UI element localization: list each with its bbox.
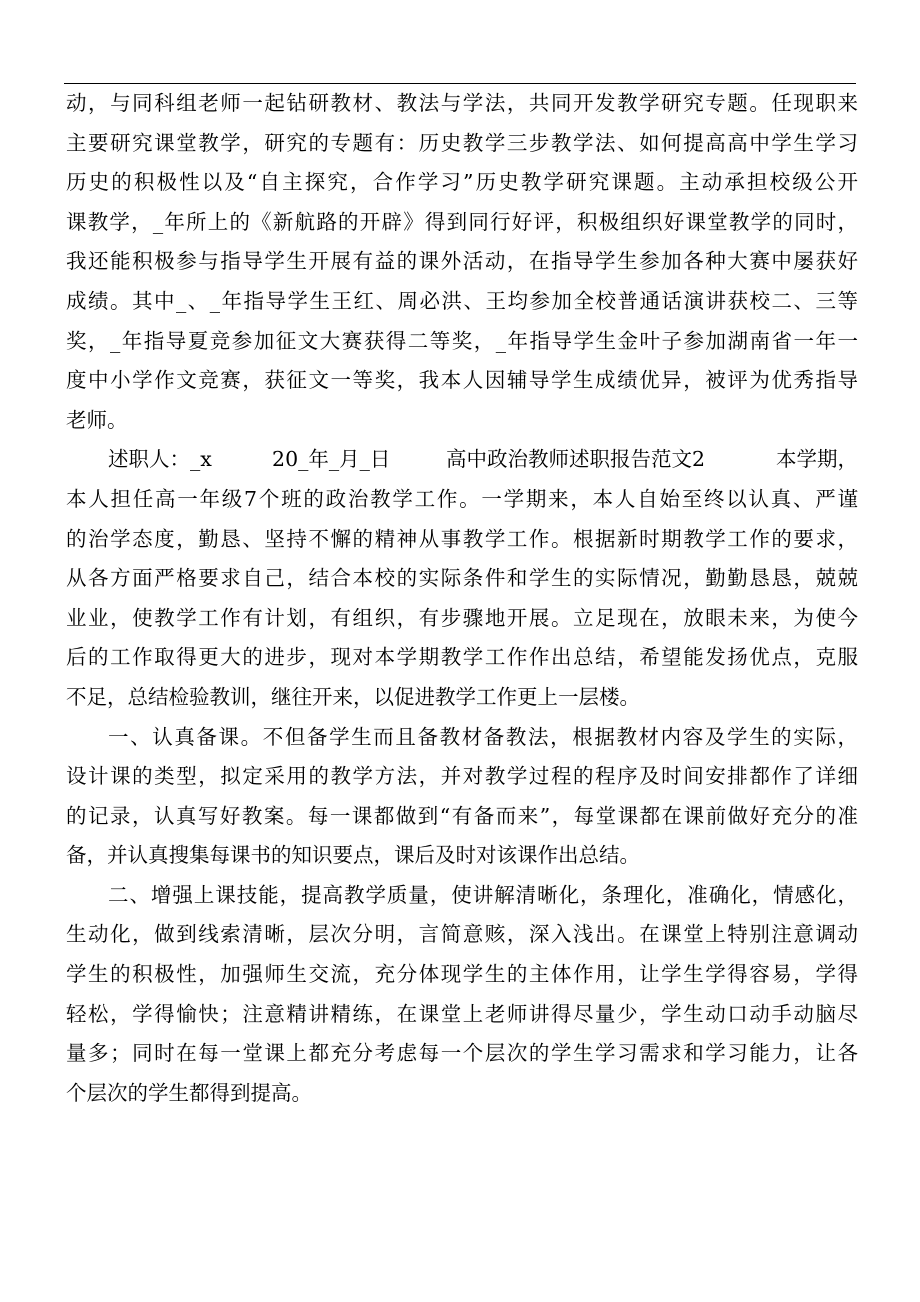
text-line: 的记录，认真写好教案。每一课都做到“有备而来”，每堂课都在课前做好充分的准 — [66, 803, 858, 828]
text-line: 从各方面严格要求自己，结合本校的实际条件和学生的实际情况，勤勤恳恳，兢兢 — [66, 566, 858, 591]
text-line: 量多；同时在每一堂课上都充分考虑每一个层次的学生学习需求和学习能力，让各 — [66, 1041, 858, 1066]
text-line: 业业，使教学工作有计划，有组织，有步骤地开展。立足现在，放眼未来，为使今 — [66, 605, 858, 630]
text-line: 度中小学作文竞赛，获征文一等奖，我本人因辅导学生成绩优异，被评为优秀指导 — [66, 368, 858, 393]
text-line: 老师。 — [66, 407, 128, 432]
text-line: 设计课的类型，拟定采用的教学方法，并对教学过程的程序及时间安排都作了详细 — [66, 764, 858, 789]
text-line: 课教学，_年所上的《新航路的开辟》得到同行好评，积极组织好课堂教学的同时， — [66, 209, 858, 234]
paragraph-history-teaching — [66, 84, 858, 440]
text-line: 本人担任高一年级7个班的政治教学工作。一学期来，本人自始至终以认真、严谨 — [66, 486, 858, 511]
reporter-name: 述职人：_x — [108, 447, 212, 472]
text-line: 动，与同科组老师一起钻研教材、教法与学法，共同开发教学研究专题。任现职来 — [66, 91, 858, 115]
text-line: 我还能积极参与指导学生开展有益的课外活动，在指导学生参加各种大赛中屡获好 — [66, 249, 858, 274]
text-line: 后的工作取得更大的进步，现对本学期教学工作作出总结，希望能发扬优点，克服 — [66, 645, 858, 670]
signature-line — [66, 440, 858, 480]
paragraph-lesson-preparation — [66, 718, 858, 876]
text-line: 主要研究课堂教学，研究的专题有：历史教学三步教学法、如何提高高中学生学习 — [66, 130, 858, 155]
next-report-title: 高中政治教师述职报告范文2 — [445, 447, 705, 472]
text-line: 不足，总结检验教训，继往开来，以促进教学工作更上一层楼。 — [66, 684, 640, 709]
text-line: 一、认真备课。不但备学生而且备教材备教法，根据教材内容及学生的实际， — [108, 724, 858, 749]
text-line: 个层次的学生都得到提高。 — [66, 1080, 312, 1105]
text-line: 生动化，做到线索清晰，层次分明，言简意赅，深入浅出。在课堂上特别注意调动 — [66, 922, 858, 947]
text-line: 历史的积极性以及“自主探究，合作学习”历史教学研究课题。主动承担校级公开 — [66, 170, 858, 195]
report-date: 20_年_月_日 — [272, 447, 391, 472]
text-line: 的治学态度，勤恳、坚持不懈的精神从事教学工作。根据新时期教学工作的要求， — [66, 526, 858, 551]
text-line: 奖，_年指导夏竞参加征文大赛获得二等奖，_年指导学生金叶子参加湖南省一年一 — [66, 328, 858, 353]
text-line: 轻松，学得愉快；注意精讲精练，在课堂上老师讲得尽量少，学生动口动手动脑尽 — [66, 1001, 858, 1026]
paragraph-teaching-skills — [66, 876, 858, 1114]
paragraph-politics-teaching — [66, 480, 858, 718]
document-body — [66, 84, 858, 1113]
text-line: 备，并认真搜集每课书的知识要点，课后及时对该课作出总结。 — [66, 843, 640, 868]
text-line: 二、增强上课技能，提高教学质量，使讲解清晰化，条理化，准确化，情感化， — [108, 882, 858, 907]
text-line: 成绩。其中_、_年指导学生王红、周必洪、王均参加全校普通话演讲获校二、三等 — [66, 288, 858, 313]
paragraph-lead: 本学期， — [776, 447, 858, 472]
text-line: 学生的积极性，加强师生交流，充分体现学生的主体作用，让学生学得容易，学得 — [66, 962, 858, 987]
